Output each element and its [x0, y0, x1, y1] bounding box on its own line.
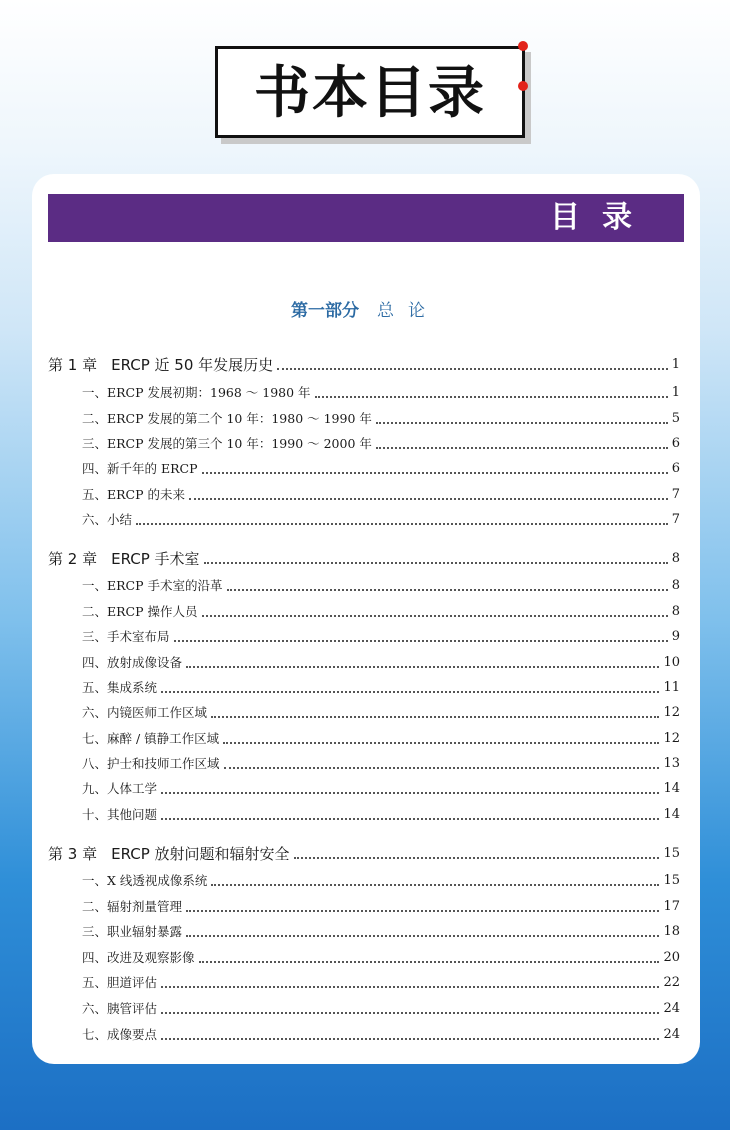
section-title: 一、ERCP 手术室的沿革 [82, 578, 223, 593]
section-title: 六、小结 [82, 512, 133, 527]
dot-leader [161, 986, 659, 988]
dot-leader [227, 589, 668, 591]
page-number: 7 [671, 512, 680, 527]
dot-leader [174, 640, 668, 642]
section-title: 四、改进及观察影像 [82, 950, 195, 965]
dot-leader [161, 691, 659, 693]
toc-section-row [48, 599, 680, 623]
section-title: 七、麻醉 / 镇静工作区域 [82, 731, 220, 746]
section-title: 八、护士和技师工作区域 [82, 756, 220, 771]
toc-section-row [48, 1022, 680, 1046]
page-number: 8 [671, 578, 680, 593]
dot-leader [223, 742, 659, 744]
chapter-name: ERCP 放射问题和辐射安全 [111, 845, 290, 863]
dot-leader [315, 396, 668, 398]
toc-section-row [48, 776, 680, 800]
part-title [0, 296, 730, 321]
toc-section-row [48, 675, 680, 699]
section-title: 五、胆道评估 [82, 975, 158, 990]
chapter-title [48, 843, 290, 865]
dot-leader [161, 1012, 659, 1014]
toc-chapter-row [48, 841, 680, 865]
page-number: 14 [663, 781, 680, 796]
toc-section-row [48, 431, 680, 455]
toc-section-row [48, 406, 680, 430]
chapter-number: 第 2 章 [48, 550, 98, 568]
page-number: 11 [663, 680, 680, 695]
chapter-number: 第 3 章 [48, 845, 98, 863]
section-title: 九、人体工学 [82, 781, 158, 796]
dot-leader [277, 368, 668, 370]
page-number: 13 [663, 756, 680, 771]
page-number: 1 [671, 385, 680, 400]
page-number: 9 [671, 629, 680, 644]
dot-leader [376, 422, 668, 424]
dot-leader [211, 884, 659, 886]
section-title: 二、辐射剂量管理 [82, 899, 183, 914]
section-title: 十、其他问题 [82, 807, 158, 822]
dot-leader [204, 562, 668, 564]
toc-section-row [48, 996, 680, 1020]
chapter-title [48, 354, 273, 376]
section-title: 二、ERCP 操作人员 [82, 604, 198, 619]
page-number: 22 [663, 975, 680, 990]
section-title: 六、内镜医师工作区域 [82, 705, 208, 720]
toc-section-row [48, 624, 680, 648]
page-number: 17 [663, 899, 680, 914]
dot-leader [186, 666, 659, 668]
page-number: 12 [663, 705, 680, 720]
dot-leader [161, 818, 659, 820]
dot-leader [186, 910, 659, 912]
dot-leader [376, 447, 668, 449]
page-number: 7 [671, 487, 680, 502]
page-number: 1 [671, 357, 680, 372]
toc-section-row [48, 945, 680, 969]
dot-leader [199, 961, 660, 963]
section-title: 四、放射成像设备 [82, 655, 183, 670]
chapter-name: ERCP 近 50 年发展历史 [111, 356, 274, 374]
chapter-number: 第 1 章 [48, 356, 98, 374]
section-title: 六、胰管评估 [82, 1001, 158, 1016]
section-title: 三、ERCP 发展的第三个 10 年：1990 ～ 2000 年 [82, 436, 372, 451]
page-number: 10 [663, 655, 680, 670]
toc-section-row [48, 868, 680, 892]
toc-section-row [48, 573, 680, 597]
dot-leader [202, 472, 668, 474]
toc-section-row [48, 650, 680, 674]
page-number: 24 [663, 1001, 680, 1016]
red-dot-decoration [518, 81, 528, 91]
page-number: 12 [663, 731, 680, 746]
banner-title: 书本目录 [254, 61, 486, 126]
dot-leader [294, 857, 660, 859]
toc-section-row [48, 894, 680, 918]
page-number: 24 [663, 1027, 680, 1042]
dot-leader [211, 716, 659, 718]
toc-chapter-row [48, 352, 680, 376]
part-subtitle: 总论 [377, 301, 439, 321]
page-number: 14 [663, 807, 680, 822]
section-title: 五、集成系统 [82, 680, 158, 695]
toc-section-row [48, 802, 680, 826]
dot-leader [161, 792, 659, 794]
section-title: 一、ERCP 发展初期：1968 ～ 1980 年 [82, 385, 311, 400]
section-title: 三、职业辐射暴露 [82, 924, 183, 939]
page-number: 20 [663, 950, 680, 965]
toc-section-row [48, 726, 680, 750]
toc-header-bar [48, 194, 684, 242]
page-number: 6 [671, 436, 680, 451]
toc-section-row [48, 700, 680, 724]
section-title: 二、ERCP 发展的第二个 10 年：1980 ～ 1990 年 [82, 411, 372, 426]
toc-section-row [48, 380, 680, 404]
toc-section-row [48, 919, 680, 943]
page-number: 15 [663, 873, 680, 888]
part-label: 第一部分 [291, 301, 359, 321]
dot-leader [224, 767, 660, 769]
toc-section-row [48, 970, 680, 994]
dot-leader [189, 498, 668, 500]
page-number: 8 [671, 551, 680, 566]
section-title: 一、X 线透视成像系统 [82, 873, 208, 888]
dot-leader [186, 935, 659, 937]
page-number: 18 [663, 924, 680, 939]
page-number: 15 [663, 846, 680, 861]
title-banner [215, 46, 525, 138]
red-dot-decoration [518, 41, 528, 51]
chapter-name: ERCP 手术室 [111, 550, 200, 568]
dot-leader [202, 615, 668, 617]
page-number: 5 [671, 411, 680, 426]
dot-leader [161, 1038, 659, 1040]
toc-section-row [48, 482, 680, 506]
toc-section-row [48, 507, 680, 531]
page-number: 8 [671, 604, 680, 619]
section-title: 三、手术室布局 [82, 629, 170, 644]
toc-header-title: 目录 [550, 200, 654, 235]
section-title: 七、成像要点 [82, 1027, 158, 1042]
section-title: 五、ERCP 的未来 [82, 487, 185, 502]
toc-section-row [48, 751, 680, 775]
page-number: 6 [671, 461, 680, 476]
toc-chapter-row [48, 546, 680, 570]
toc-section-row [48, 456, 680, 480]
dot-leader [136, 523, 668, 525]
section-title: 四、新千年的 ERCP [82, 461, 198, 476]
chapter-title [48, 548, 200, 570]
